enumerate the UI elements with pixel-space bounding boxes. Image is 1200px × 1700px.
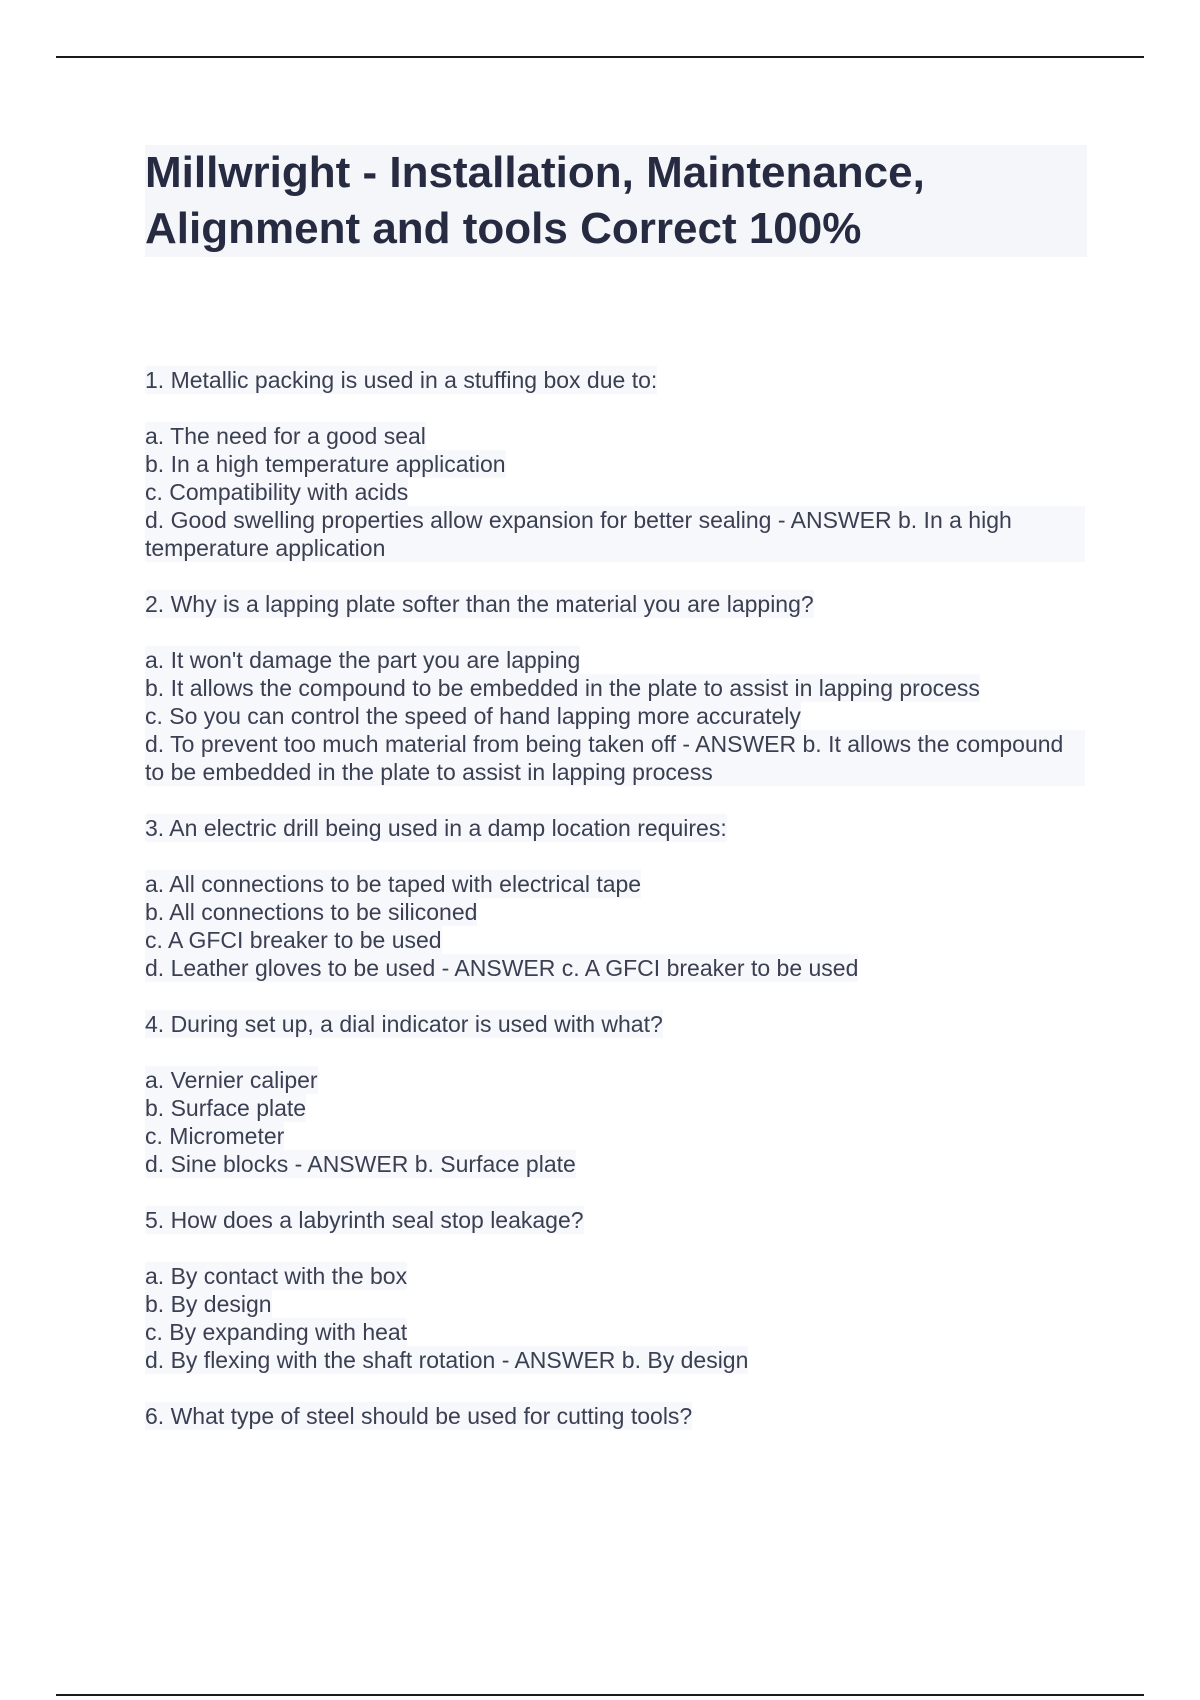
option-d-answer: d. Leather gloves to be used - ANSWER c. A GFCI breaker to be used — [145, 955, 859, 981]
option-list — [145, 870, 1085, 982]
option-a: a. Vernier caliper — [145, 1067, 318, 1093]
option-list — [145, 422, 1085, 562]
question-1 — [145, 366, 1085, 562]
question-text: 5. How does a labyrinth seal stop leakage? — [145, 1207, 584, 1233]
option-c: c. So you can control the speed of hand lapping more accurately — [145, 703, 801, 729]
option-b: b. By design — [145, 1291, 272, 1317]
option-b: b. It allows the compound to be embedded in the plate to assist in lapping process — [145, 675, 980, 701]
option-c: c. By expanding with heat — [145, 1319, 408, 1345]
option-a: a. By contact with the box — [145, 1263, 408, 1289]
question-text: 6. What type of steel should be used for cutting tools? — [145, 1403, 693, 1429]
option-b: b. All connections to be siliconed — [145, 899, 478, 925]
question-6 — [145, 1402, 1085, 1430]
header-rule — [56, 56, 1144, 58]
option-list — [145, 1262, 1085, 1374]
question-text: 3. An electric drill being used in a damp location requires: — [145, 815, 727, 841]
option-a: a. All connections to be taped with electrical tape — [145, 871, 642, 897]
option-list — [145, 1066, 1085, 1178]
question-3 — [145, 814, 1085, 982]
option-b: b. In a high temperature application — [145, 451, 506, 477]
question-5 — [145, 1206, 1085, 1374]
option-c: c. Micrometer — [145, 1123, 285, 1149]
title-line-2: Alignment and tools Correct 100% — [145, 204, 862, 253]
question-4 — [145, 1010, 1085, 1178]
option-c: c. Compatibility with acids — [145, 479, 409, 505]
option-d-answer: d. By flexing with the shaft rotation - ANSWER b. By design — [145, 1347, 749, 1373]
footer-rule — [56, 1694, 1144, 1696]
question-2 — [145, 590, 1085, 786]
option-list — [145, 646, 1085, 786]
option-c: c. A GFCI breaker to be used — [145, 927, 442, 953]
question-list — [145, 366, 1085, 1458]
question-text: 4. During set up, a dial indicator is used with what? — [145, 1011, 663, 1037]
option-d-answer: d. Good swelling properties allow expansion for better sealing - ANSWER b. In a high temperature application — [145, 506, 1085, 562]
option-b: b. Surface plate — [145, 1095, 307, 1121]
option-a: a. The need for a good seal — [145, 423, 426, 449]
option-d-answer: d. To prevent too much material from being taken off - ANSWER b. It allows the compound to be embedded in the plate to assist in lapping process — [145, 730, 1085, 786]
title-line-1: Millwright - Installation, Maintenance, — [145, 148, 925, 197]
question-text: 1. Metallic packing is used in a stuffing box due to: — [145, 367, 658, 393]
page-title — [145, 145, 1087, 257]
question-text: 2. Why is a lapping plate softer than the material you are lapping? — [145, 591, 814, 617]
option-a: a. It won't damage the part you are lapping — [145, 647, 581, 673]
option-d-answer: d. Sine blocks - ANSWER b. Surface plate — [145, 1151, 576, 1177]
